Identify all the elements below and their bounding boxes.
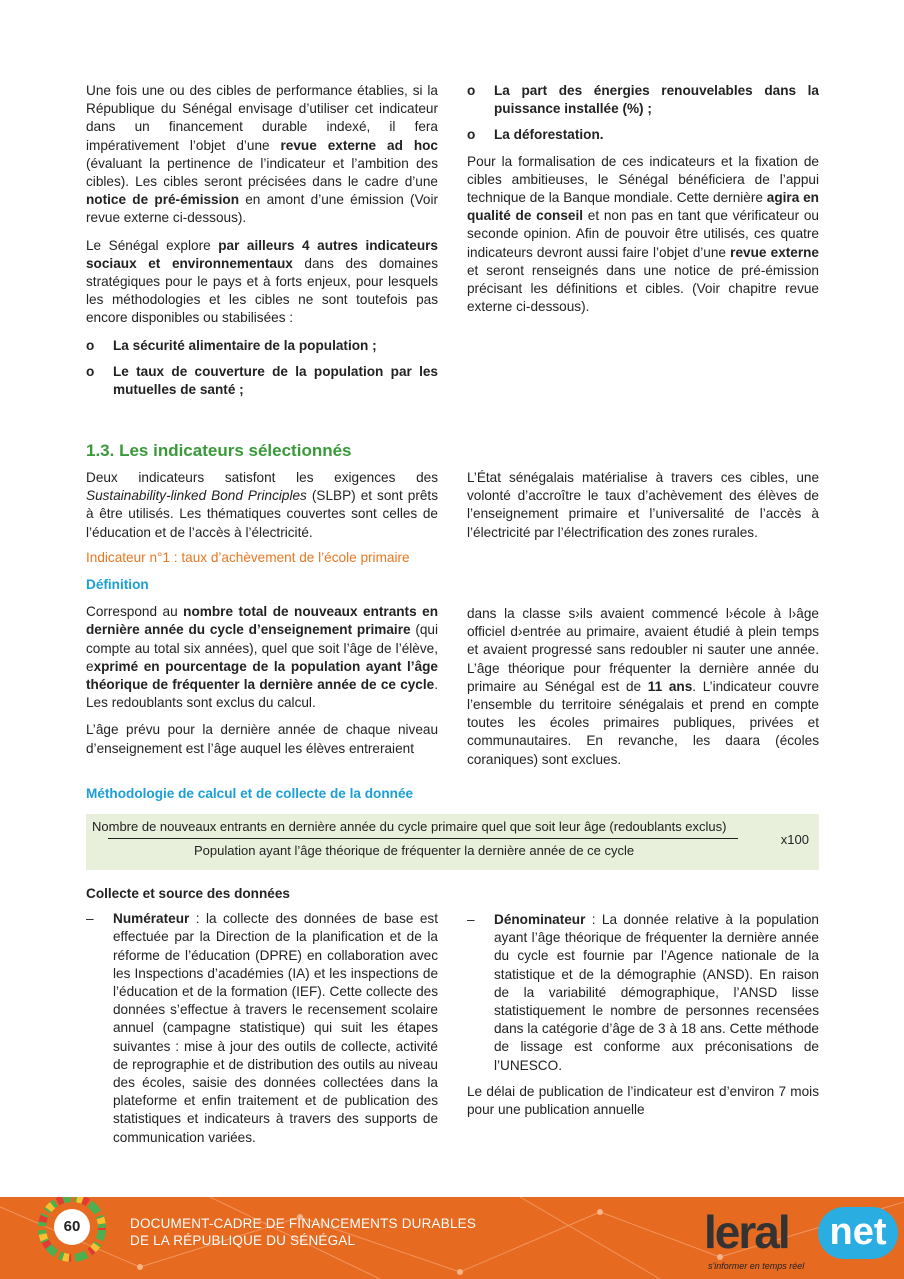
column-left-top	[86, 82, 438, 407]
list-item: – Dénominateur : La donnée relative à la population ayant l’âge théorique de fréquenter la dernière année du cycle est fournie par l’Agence nationale de la statistique et de la démographie (ANSD). En raison de la variabilité démographique, l’ANSD lisse statistiquement le nombre de personnes recensées dans la catégorie d’âge de 3 à 18 ans. Cette méthode de lissage est conforme aux préconisations de l’UNESCO.	[467, 912, 819, 1073]
paragraph: Une fois une ou des cibles de performance établies, si la République du Sénégal envisage d’utiliser cet indicateur dans un financement durable indexé, il fera impérativement l’objet d’une revue externe ad hoc (évaluant la pertinence de l’indicateur et l’ambition des cibles). Les cibles seront précisées dans le cadre d’une notice de pré-émission en amont d’une émission (Voir revue externe ci-dessous).	[86, 83, 438, 226]
paragraph: Deux indicateurs satisfont les exigences des Sustainability-linked Bond Principles (SLBP) et sont prêts à être utilisés. Les thématiques couvertes sont celles de l’éducation et de l’accès à l’électricité.	[86, 470, 438, 540]
formula-numerator: Nombre de nouveaux entrants en dernière année du cycle primaire quel que soit leur âge (redoublants exclus)	[92, 819, 727, 834]
list-item: – Numérateur : la collecte des données de base est effectuée par la Direction de la planification et de la réforme de l’éducation (DPRE) en collaboration avec les Inspections d’académies (IA) et les inspections de l’éducation et de la formation (IEF). Cette collecte des données s’effectue à travers le recensement scolaire annuel (campagne statistique) qui suit les étapes suivantes : mise à jour des outils de collecte, activité de reprographie et de distribution des outils au niveau des écoles, saisie des données collectées dans la plateforme et enfin traitement et de publication des statistiques et indicateurs à travers des supports de communication variées.	[86, 911, 438, 1145]
definition-heading: Définition	[86, 577, 149, 593]
column-right-middle-2	[467, 605, 819, 778]
column-right-bottom	[467, 911, 819, 1128]
footer-title: DOCUMENT-CADRE DE FINANCEMENTS DURABLES DE LA RÉPUBLIQUE DU SÉNÉGAL	[130, 1216, 477, 1248]
fraction-bar	[108, 838, 738, 839]
formula-multiplier: x100	[780, 832, 809, 847]
paragraph: L’âge prévu pour la dernière année de chaque niveau d’enseignement est l’âge auquel les élèves entreraient	[86, 722, 438, 756]
net-logo: net	[818, 1207, 898, 1259]
paragraph: Pour la formalisation de ces indicateurs et la fixation de cibles ambitieuses, le Sénégal bénéficiera de l’appui technique de la Banque mondiale. Cette dernière agira en qualité de conseil et non pas en tant que vérificateur ou seconde opinion. Afin de pouvoir être utilisés, ces quatre indicateurs devront aussi faire l’objet d’une revue externe et seront renseignés dans une notice de pré-émission précisant les définitions et cibles. (Voir chapitre revue externe ci-dessous).	[467, 153, 819, 315]
leral-logo: leral	[704, 1206, 789, 1258]
column-left-middle	[86, 469, 438, 767]
column-right-middle	[467, 469, 819, 551]
column-left-bottom	[86, 885, 438, 1155]
list-item: o Le taux de couverture de la population par les mutuelles de santé ;	[86, 363, 438, 398]
logo-tagline: s'informer en temps réel	[708, 1261, 805, 1271]
column-right-top	[467, 82, 819, 325]
page-number: 60	[54, 1209, 90, 1245]
page-footer	[0, 1197, 904, 1279]
paragraph: Le Sénégal explore par ailleurs 4 autres indicateurs sociaux et environnementaux dans des domaines stratégiques pour le pays et à forts enjeux, pour lesquels les méthodologies et les cibles ne sont toutefois pas encore disponibles ou stabilisées :	[86, 237, 438, 326]
section-heading: 1.3. Les indicateurs sélectionnés	[86, 441, 352, 460]
paragraph: Correspond au nombre total de nouveaux entrants en dernière année du cycle d’enseignement primaire (qui compte au total six années), quel que soit l’âge de l’élève, exprimé en pourcentage de la population ayant l’âge théorique de fréquenter la dernière année de ce cycle. Les redoublants sont exclus du calcul.	[86, 604, 439, 711]
list-item: o La sécurité alimentaire de la population ;	[86, 337, 377, 353]
formula-box	[86, 814, 819, 870]
indicator-heading: Indicateur n°1 : taux d’achèvement de l’école primaire	[86, 549, 410, 565]
methodology-heading: Méthodologie de calcul et de collecte de la donnée	[86, 786, 414, 801]
formula-denominator: Population ayant l’âge théorique de fréquenter la dernière année de ce cycle	[194, 843, 635, 858]
paragraph: L’État sénégalais matérialise à travers ces cibles, une volonté d’accroître le taux d’achèvement des élèves de l’enseignement primaire et l’universalité de l’accès à l’électricité par l’électrification des zones rurales.	[467, 470, 819, 540]
list-item: o La part des énergies renouvelables dans la puissance installée (%) ;	[467, 83, 819, 117]
paragraph: Le délai de publication de l’indicateur est d’environ 7 mois pour une publication annuelle	[467, 1083, 819, 1118]
paragraph: dans la classe s›ils avaient commencé l›école à l›âge officiel d›entrée au primaire, avaient étudié à plein temps et avaient progressé sans redoubler ni sauter une année. L’âge théorique pour fréquenter la dernière année du primaire au Sénégal est de 11 ans. L’indicateur couvre l’ensemble du territoire sénégalais et prend en compte toutes les écoles primaires publiques, privées et communautaires. En revanche, les daara (écoles coraniques) sont exclues.	[467, 606, 820, 767]
list-item: o La déforestation.	[467, 127, 604, 143]
collecte-heading: Collecte et source des données	[86, 886, 290, 901]
